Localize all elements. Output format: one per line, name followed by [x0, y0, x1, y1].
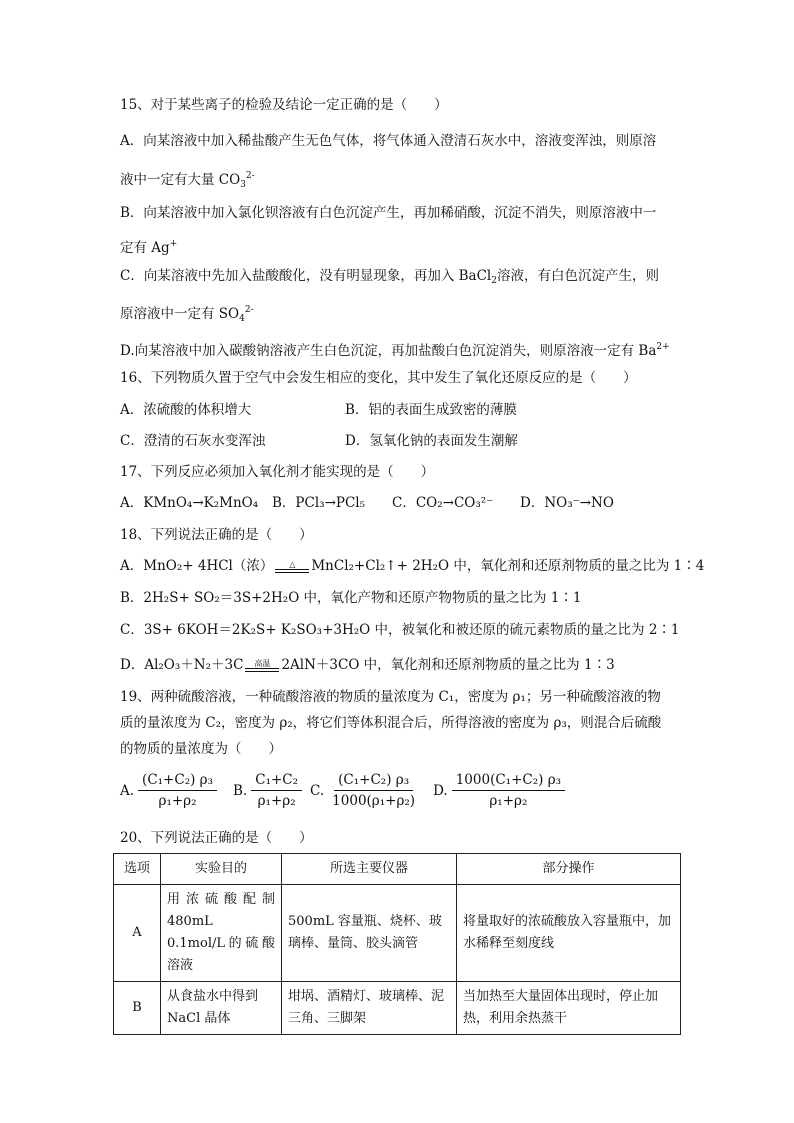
q19-option-c: $\frac{\text{(C₁+C₂) ρ₃}}{\text{1000(ρ₁+ρ₂)}}$: [332, 772, 416, 809]
table-cell-operation: 将量取好的浓硫酸放入容量瓶中，加水稀释至刻度线: [457, 885, 681, 982]
q18-option-c: C．3S+ 6KOH＝2K₂S+ K₂SO₃+3H₂O 中，被氧化和被还原的硫元素物质的量之比为 2∶1: [120, 622, 680, 638]
table-cell-instruments: 500mL 容量瓶、烧杯、玻璃棒、量筒、胶头滴管: [282, 885, 457, 982]
q15-option-a-line1: A．向某溶液中加入稀盐酸产生无色气体，将气体通入澄清石灰水中，溶液变浑浊，则原溶: [120, 133, 657, 149]
q17-option-d: D．NO₃⁻→NO: [520, 495, 614, 511]
q18-option-d: D．Al₂O₃＋N₂＋3C 高温 2AlN＋3CO 中，氧化剂和还原剂物质的量之比为 1∶3: [120, 657, 615, 673]
q18-option-a: A．MnO₂+ 4HCl（浓） △ MnCl₂+Cl₂↑+ 2H₂O 中，氧化剂和还原剂物质的量之比为 1∶4: [120, 558, 705, 574]
q15-option-a-line2: 液中一定有大量 $CO_3^{2-}$: [120, 171, 255, 190]
table-cell-instruments: 坩埚、酒精灯、玻璃棒、泥三角、三脚架: [282, 982, 457, 1035]
q18-stem: 18、下列说法正确的是（ ）: [120, 527, 313, 543]
table-cell-option: B: [114, 982, 161, 1035]
q19-option-d-label: D.: [433, 782, 448, 799]
header-purpose: 实验目的: [161, 854, 282, 885]
q16-option-a: A．浓硫酸的体积增大: [120, 402, 252, 418]
q17-option-c: C．CO₂→CO₃²⁻: [392, 495, 494, 511]
q17-option-a: A．KMnO₄→K₂MnO₄: [120, 495, 259, 511]
q15-option-b-line1: B．向某溶液中加入氯化钡溶液有白色沉淀产生，再加稀硝酸，沉淀不消失，则原溶液中一: [120, 205, 657, 221]
table-cell-operation: 当加热至大量固体出现时，停止加热，利用余热蒸干: [457, 982, 681, 1035]
heating-condition-icon: △: [275, 561, 309, 573]
q15-option-d: D.向某溶液中加入碳酸钠溶液产生白色沉淀，再加盐酸白色沉淀消失，则原溶液一定有 $Ba^{2+}$: [120, 342, 670, 359]
header-operation: 部分操作: [457, 854, 681, 885]
reaction-condition: 高温: [245, 660, 279, 672]
q19-option-a-label: A.: [120, 782, 135, 799]
q19-stem-line3: 的物质的量浓度为（ ）: [120, 741, 282, 757]
q16-stem: 16、下列物质久置于空气中会发生相应的变化，其中发生了氧化还原反应的是（ ）: [120, 370, 637, 386]
header-option: 选项: [114, 854, 161, 885]
q17-stem: 17、下列反应必须加入氧化剂才能实现的是（ ）: [120, 464, 435, 480]
q20-stem: 20、下列说法正确的是（ ）: [120, 830, 313, 846]
q19-option-b: $\frac{\text{C₁+C₂}}{\text{ρ₁+ρ₂}}$: [251, 772, 302, 809]
q16-option-b: B．铝的表面生成致密的薄膜: [345, 402, 517, 418]
q20-experiment-table: [113, 853, 681, 1035]
q17-option-b: B．PCl₃→PCl₅: [272, 495, 366, 511]
q19-option-d: $\frac{\text{1000(C₁+C₂) ρ₃}}{\text{ρ₁+ρ₂}}$: [452, 772, 565, 809]
q18-option-b: B．2H₂S+ SO₂＝3S+2H₂O 中，氧化产物和还原产物物质的量之比为 1∶1: [120, 590, 582, 606]
q15-stem: 15、对于某些离子的检验及结论一定正确的是（ ）: [120, 97, 448, 113]
q19-option-a: $\frac{\text{(C₁+C₂) ρ₃}}{\text{ρ₁+ρ₂}}$: [138, 772, 217, 809]
q15-option-b-line2: 定有 Ag+: [120, 239, 178, 256]
q16-option-d: D．氢氧化钠的表面发生潮解: [345, 433, 518, 449]
table-header-row: [114, 854, 681, 885]
table-cell-option: A: [114, 885, 161, 982]
q15-option-c-line1: C．向某溶液中先加入盐酸酸化，没有明显现象，再加入 BaCl$_2$溶液，有白色沉淀产生，则: [120, 268, 659, 286]
table-cell-purpose: 用浓硫酸配制480mL 0.1mol/L的硫酸溶液: [161, 885, 282, 982]
header-instruments: 所选主要仪器: [282, 854, 457, 885]
table-cell-purpose: 从食盐水中得到NaCl 晶体: [161, 982, 282, 1035]
q19-option-c-label: C.: [310, 782, 325, 799]
q15-option-c-line2: 原溶液中一定有 $SO_4^{2-}$: [120, 305, 254, 324]
q19-option-b-label: B.: [233, 782, 248, 799]
q16-option-c: C．澄清的石灰水变浑浊: [120, 433, 266, 449]
q19-options: [120, 772, 565, 809]
table-row: [114, 885, 681, 982]
q17-options: [120, 494, 614, 512]
q19-stem-line2: 质的量浓度为 C₂，密度为 ρ₂，将它们等体积混合后，所得溶液的密度为 ρ₃，则混合后硫酸: [120, 715, 662, 731]
table-row: [114, 982, 681, 1035]
q19-stem-line1: 19、两种硫酸溶液，一种硫酸溶液的物质的量浓度为 C₁，密度为 ρ₁；另一种硫酸溶液的物: [120, 689, 661, 705]
